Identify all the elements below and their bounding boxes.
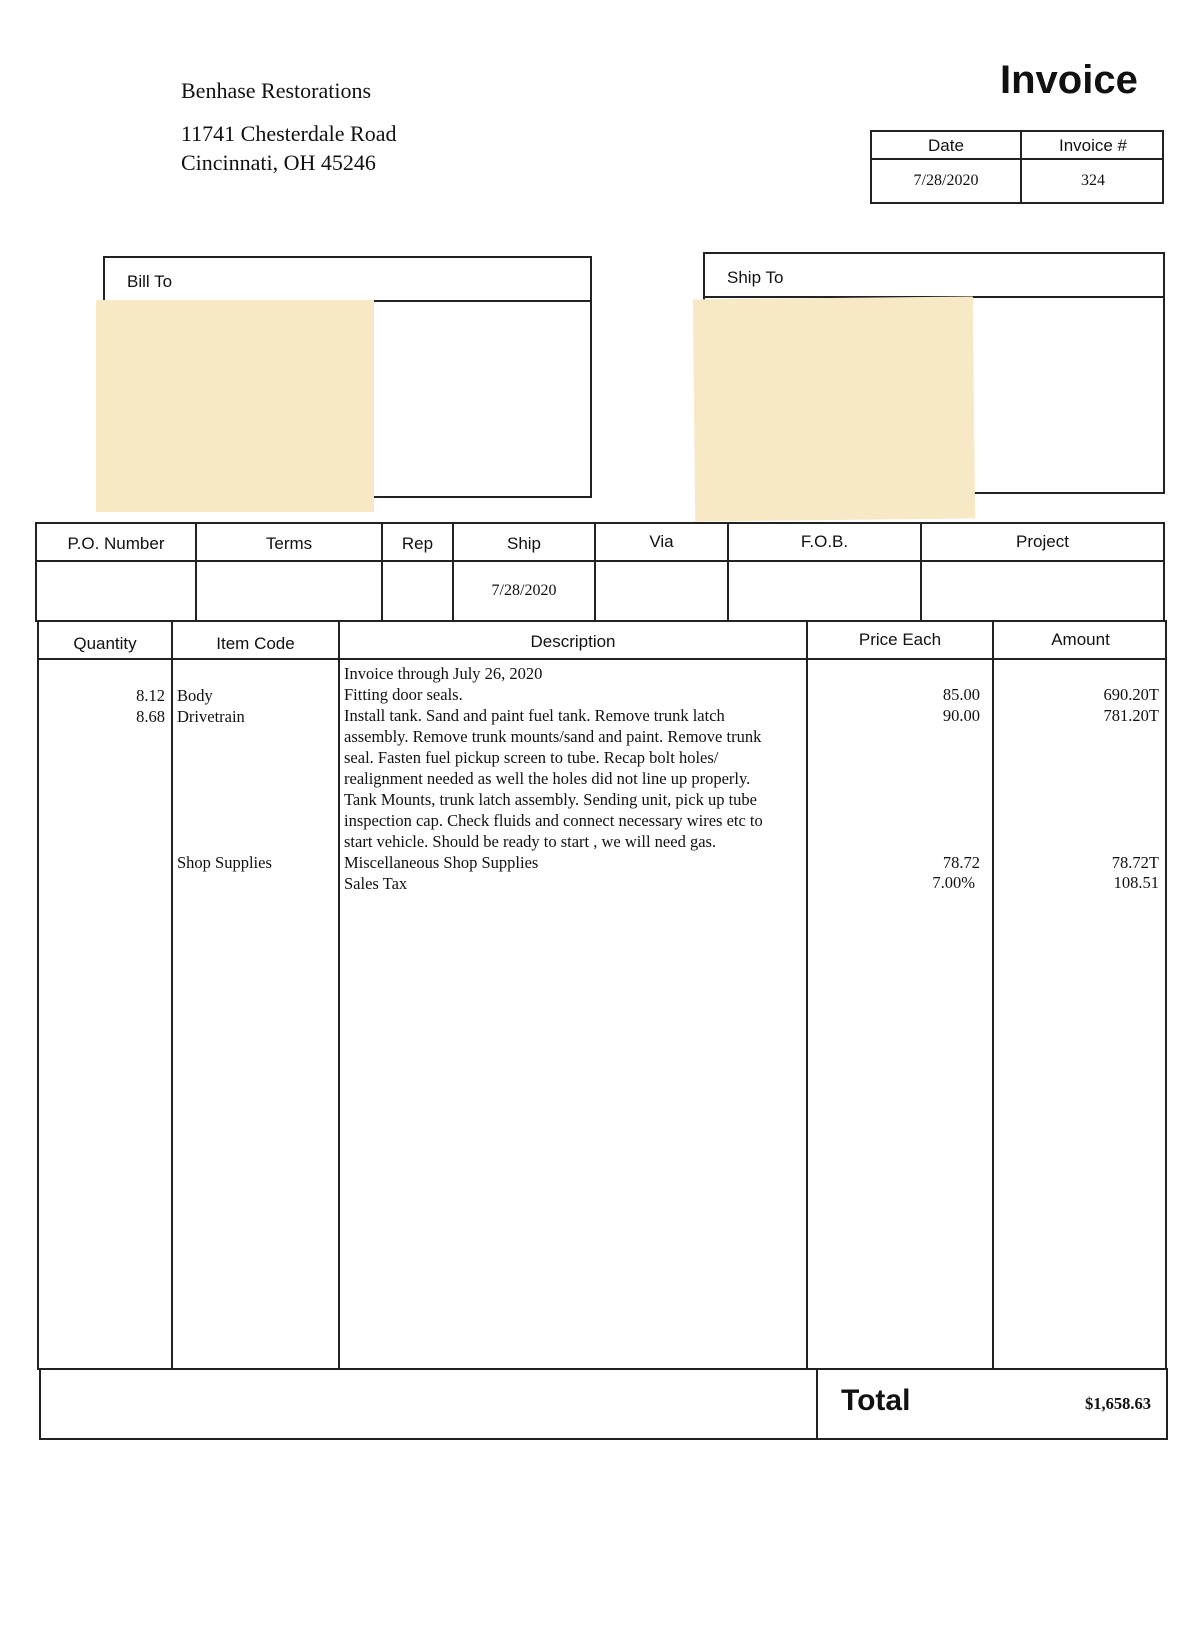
description-line: Fitting door seals. [344, 685, 463, 704]
company-name: Benhase Restorations [181, 78, 372, 103]
amount-cell: 108.51 [1113, 873, 1159, 892]
description-line: Install tank. Sand and paint fuel tank. Remove trunk latch [344, 706, 725, 725]
amount-cell: 781.20T [1103, 706, 1159, 725]
ship-date: 7/28/2020 [491, 582, 557, 599]
price-each-header: Price Each [858, 630, 942, 649]
invoice-number-header: Invoice # [1058, 136, 1128, 155]
bill-to-redaction [96, 300, 374, 512]
line-items-table [37, 620, 1167, 1370]
amount-cell: 690.20T [1103, 685, 1159, 704]
total-value: $1,658.63 [1085, 1394, 1151, 1413]
document-title: Invoice [1000, 58, 1138, 102]
via-header: Via [649, 532, 674, 551]
description-line: Invoice through July 26, 2020 [344, 664, 543, 683]
amount-header: Amount [1051, 630, 1110, 649]
quantity-header: Quantity [73, 634, 137, 653]
description-line: seal. Fasten fuel pickup screen to tube. Recap bolt holes/ [344, 748, 719, 767]
ship-header: Ship [506, 534, 542, 553]
rep-header: Rep [401, 534, 434, 553]
item-code-header: Item Code [216, 634, 295, 653]
ship-to-label: Ship To [727, 268, 784, 287]
invoice-info-table [870, 130, 1164, 204]
price-each-cell: 85.00 [942, 685, 980, 704]
amount-cell: 78.72T [1111, 853, 1159, 872]
description-line: Miscellaneous Shop Supplies [344, 853, 539, 872]
description-line: Sales Tax [344, 874, 408, 893]
quantity-cell: 8.12 [136, 686, 165, 705]
invoice-date: 7/28/2020 [913, 172, 979, 189]
description-line: inspection cap. Check fluids and connect necessary wires etc to [344, 811, 763, 830]
terms-header: Terms [265, 534, 313, 553]
item-code-cell: Drivetrain [177, 707, 245, 726]
project-header: Project [1016, 532, 1069, 551]
price-each-cell: 90.00 [942, 706, 980, 725]
item-code-cell: Shop Supplies [177, 853, 272, 872]
description-line: realignment needed as well the holes did not line up properly. [344, 769, 751, 788]
description-line: start vehicle. Should be ready to start , we will need gas. [344, 832, 717, 851]
description-header: Description [530, 632, 616, 651]
company-address-line1: 11741 Chesterdale Road [181, 121, 397, 146]
price-each-cell: 7.00% [932, 873, 975, 892]
item-code-cell: Body [177, 686, 213, 705]
price-each-cell: 78.72 [942, 853, 980, 872]
order-details-table [35, 522, 1165, 622]
date-header: Date [928, 136, 964, 155]
fob-header: F.O.B. [800, 532, 849, 551]
po-number-header: P.O. Number [67, 534, 165, 553]
bill-to-label: Bill To [127, 272, 173, 291]
ship-to-redaction [693, 297, 975, 522]
total-label: Total [841, 1384, 911, 1417]
company-address-line2: Cincinnati, OH 45246 [181, 150, 376, 175]
quantity-cell: 8.68 [136, 707, 165, 726]
description-line: Tank Mounts, trunk latch assembly. Sending unit, pick up tube [344, 790, 757, 809]
total-row [39, 1368, 1168, 1440]
invoice-number: 324 [1081, 172, 1105, 189]
description-line: assembly. Remove trunk mounts/sand and paint. Remove trunk [344, 727, 762, 746]
